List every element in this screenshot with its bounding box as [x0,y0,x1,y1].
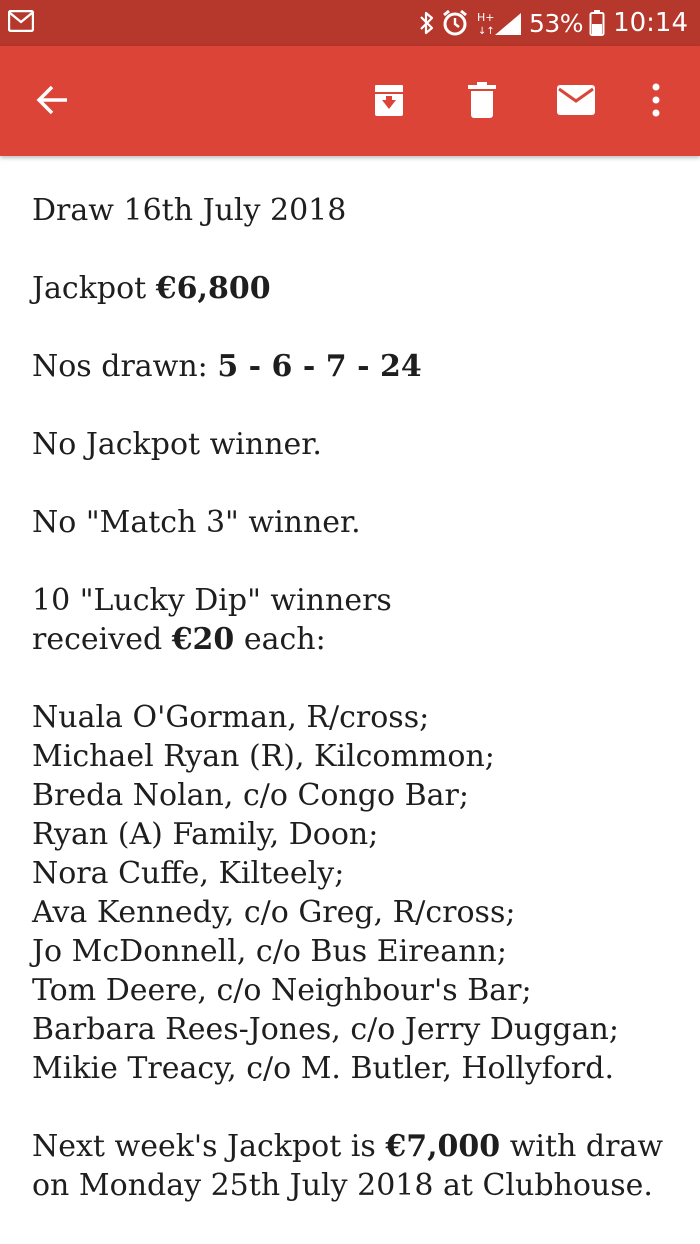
back-button[interactable] [34,82,70,122]
jackpot-line: Jackpot €6,800 [32,271,271,306]
battery-percent: 53% [528,8,584,38]
more-options-button[interactable] [644,82,668,122]
winners-list [32,698,682,1088]
app-toolbar [0,46,700,156]
no-jackpot-winner: No Jackpot winner. [32,427,322,462]
no-match3-winner: No "Match 3" winner. [32,505,361,540]
list-item: Nuala O'Gorman, R/cross; [32,700,430,735]
battery-icon [589,9,605,37]
gmail-icon [8,10,34,32]
email-body [32,191,682,1244]
alarm-icon [441,9,469,37]
archive-icon [371,82,407,118]
list-item: Breda Nolan, c/o Congo Bar; [32,778,469,813]
svg-text:↓↑: ↓↑ [477,26,495,37]
lucky-dip-line: 10 "Lucky Dip" winners received €20 each: [32,583,392,657]
list-item: Nora Cuffe, Kilteely; [32,856,345,891]
archive-button[interactable] [371,82,407,122]
svg-text:H+: H+ [476,11,495,24]
status-icons [419,0,688,46]
numbers-drawn: 5 - 6 - 7 - 24 [217,349,422,384]
next-jackpot-line: Next week's Jackpot is €7,000 with draw on Monday 25th July 2018 at Clubhouse. [32,1129,664,1203]
next-jackpot-amount: €7,000 [385,1129,501,1164]
list-item: Barbara Rees-Jones, c/o Jerry Duggan; [32,1012,619,1047]
mark-unread-button[interactable] [556,84,596,120]
arrow-back-icon [34,82,70,118]
list-item: Ava Kennedy, c/o Greg, R/cross; [32,895,516,930]
draw-date: Draw 16th July 2018 [32,193,347,228]
mark-unread-icon [556,84,596,116]
numbers-drawn-line: Nos drawn: 5 - 6 - 7 - 24 [32,349,422,384]
status-bar [0,0,700,46]
list-item: Michael Ryan (R), Kilcommon; [32,739,495,774]
list-item: Jo McDonnell, c/o Bus Eireann; [32,934,507,969]
delete-button[interactable] [466,81,498,123]
list-item: Tom Deere, c/o Neighbour's Bar; [32,973,532,1008]
lucky-dip-amount: €20 [171,622,235,657]
bluetooth-icon [419,10,435,36]
list-item: Mikie Treacy, c/o M. Butler, Hollyford. [32,1051,614,1086]
delete-icon [466,81,498,119]
signal-icon [475,9,523,37]
jackpot-amount: €6,800 [155,271,271,306]
list-item: Ryan (A) Family, Doon; [32,817,379,852]
more-vert-icon [644,82,668,118]
clock: 10:14 [613,8,688,38]
